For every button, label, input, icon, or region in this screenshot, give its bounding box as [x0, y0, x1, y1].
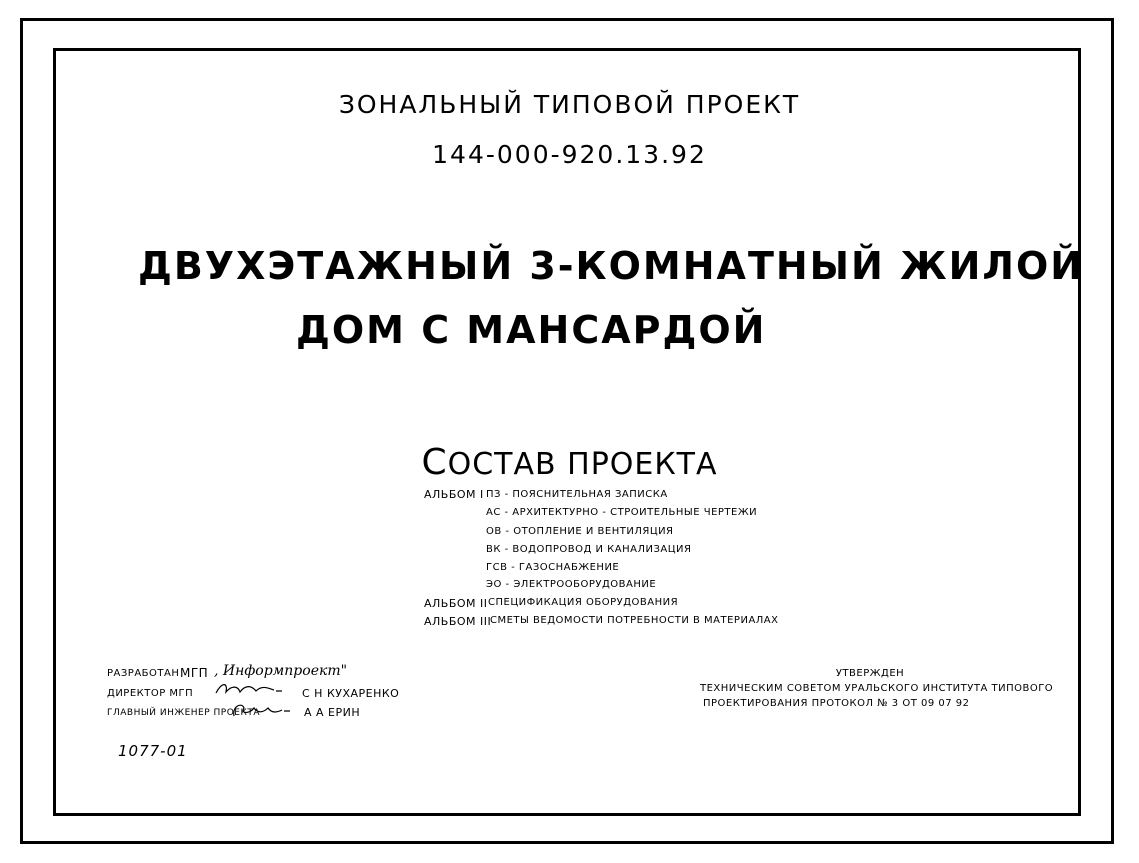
director-name: С Н КУХАРЕНКО: [302, 687, 400, 700]
contents-heading-rest: ОСТАВ ПРОЕКТА: [447, 447, 718, 482]
title-line-1: ДВУХЭТАЖНЫЙ 3-КОМНАТНЫЙ ЖИЛОЙ: [138, 244, 1085, 288]
developed-org-prefix: МГП: [180, 666, 209, 680]
contents-heading-cap: С: [421, 442, 448, 483]
album-1-item: ГСВ - ГАЗОСНАБЖЕНИЕ: [486, 562, 620, 573]
album-3-label: АЛЬБОМ III: [424, 615, 492, 628]
developed-label: РАЗРАБОТАН: [107, 668, 180, 679]
chief-signature-icon: [228, 700, 292, 720]
album-1-item: ОВ - ОТОПЛЕНИЕ И ВЕНТИЛЯЦИЯ: [486, 526, 674, 537]
director-label: ДИРЕКТОР МГП: [107, 688, 194, 699]
approval-title: УТВЕРЖДЕН: [835, 668, 905, 679]
album-1-item: ПЗ - ПОЯСНИТЕЛЬНАЯ ЗАПИСКА: [486, 489, 668, 500]
project-number: 144-000-920.13.92: [432, 140, 707, 169]
album-1-label: АЛЬБОМ I: [424, 488, 484, 501]
approval-line-2: ТЕХНИЧЕСКИМ СОВЕТОМ УРАЛЬСКОГО ИНСТИТУТА ТИПОВОГО: [700, 683, 1054, 694]
director-signature-icon: [212, 680, 284, 698]
chief-name: А А ЕРИН: [304, 706, 361, 719]
album-1-item: ВК - ВОДОПРОВОД И КАНАЛИЗАЦИЯ: [486, 544, 692, 555]
album-1-item: АС - АРХИТЕКТУРНО - СТРОИТЕЛЬНЫЕ ЧЕРТЕЖИ: [486, 507, 758, 518]
project-type: ЗОНАЛЬНЫЙ ТИПОВОЙ ПРОЕКТ: [338, 90, 801, 119]
developed-org-name: , Информпроект": [214, 663, 348, 679]
approval-line-3: ПРОЕКТИРОВАНИЯ ПРОТОКОЛ № 3 ОТ 09 07 92: [703, 698, 970, 709]
title-line-2: ДОМ С МАНСАРДОЙ: [296, 308, 767, 352]
album-1-item: ЭО - ЭЛЕКТРООБОРУДОВАНИЕ: [486, 579, 657, 590]
chief-label: ГЛАВНЫЙ ИНЖЕНЕР ПРОЕКТА: [107, 708, 261, 718]
document-code: 1077-01: [118, 742, 188, 760]
album-2-text: СПЕЦИФИКАЦИЯ ОБОРУДОВАНИЯ: [488, 597, 679, 608]
contents-heading: [0, 442, 1139, 483]
album-2-label: АЛЬБОМ II: [424, 597, 488, 610]
album-3-text: СМЕТЫ ВЕДОМОСТИ ПОТРЕБНОСТИ В МАТЕРИАЛАХ: [490, 615, 779, 626]
